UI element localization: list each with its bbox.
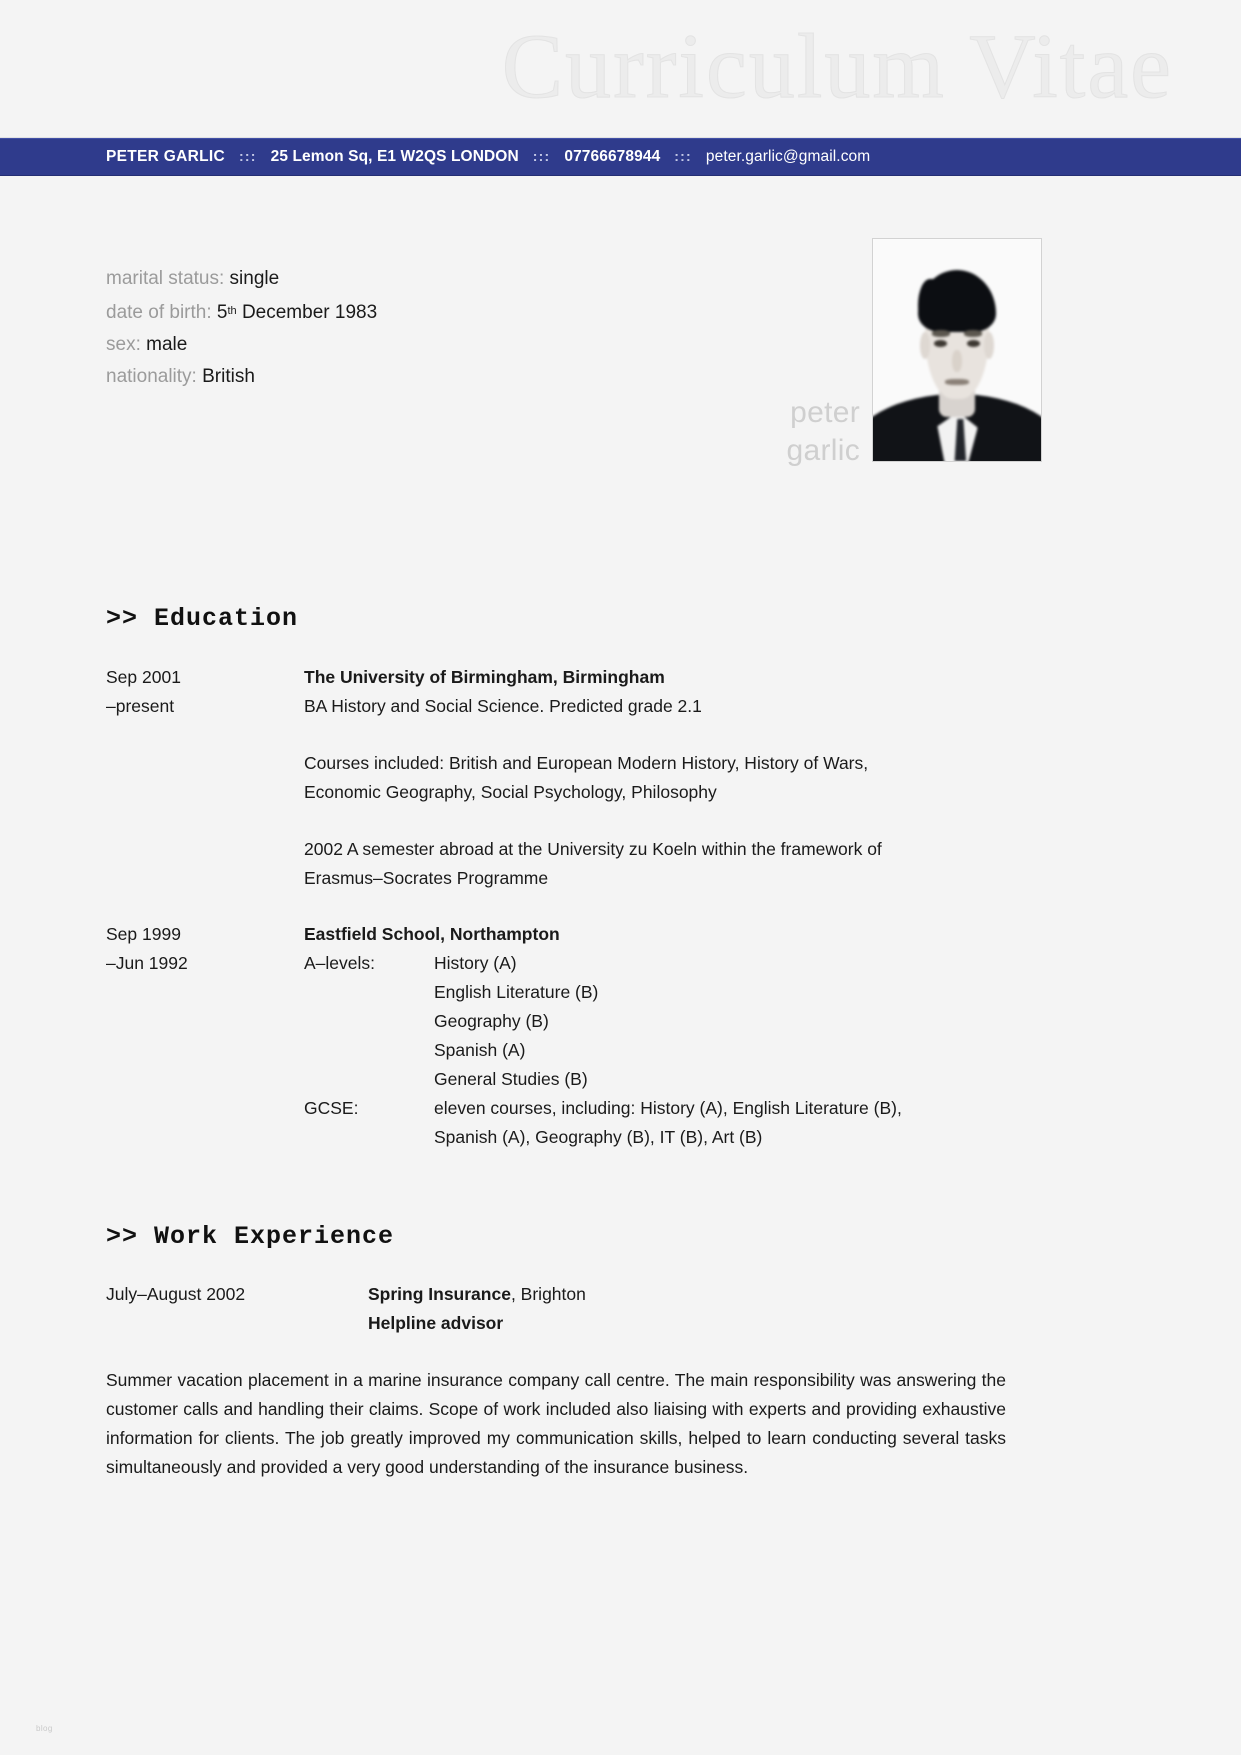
nationality-value: British xyxy=(202,366,255,387)
portrait-photo xyxy=(872,238,1042,462)
portrait-eye-right xyxy=(967,340,980,347)
footer-mark: blog xyxy=(36,1724,53,1733)
education-courses-paragraph xyxy=(304,749,1104,807)
masthead xyxy=(0,0,1241,138)
gcse-line: Spanish (A), Geography (B), IT (B), Art (B) xyxy=(434,1127,763,1147)
a-levels-values xyxy=(434,949,598,1094)
watermark-first-name: peter xyxy=(790,396,860,429)
personal-row-nationality xyxy=(106,361,377,393)
nationality-label: nationality: xyxy=(106,366,197,387)
grade-row-a-levels xyxy=(304,949,1104,1094)
dob-day: 5 xyxy=(216,302,228,323)
contact-bar xyxy=(0,138,1241,176)
education-courses-line-1: Courses included: British and European Modern History, History of Wars, xyxy=(304,753,869,773)
school-institution: Eastfield School, Northampton xyxy=(304,924,560,944)
personal-row-date-of-birth xyxy=(106,295,377,329)
education-date-start: Sep 2001 xyxy=(106,667,181,687)
marital-status-label: marital status: xyxy=(106,268,225,289)
work-location: , Brighton xyxy=(510,1284,586,1304)
education-date-end: –present xyxy=(106,696,175,716)
work-description: Summer vacation placement in a marine insurance company call centre. The main responsibility was answering the customer calls and handling their claims. Scope of work included also liaising with experts and providing exhaustive information for clients. The job greatly improved my communication skills, helped to learn conducting several tasks simultaneously and provided a very good understanding of the insurance business. xyxy=(106,1370,1006,1477)
date-of-birth-value xyxy=(217,302,377,323)
dob-ordinal: th xyxy=(227,305,237,317)
work-date-range: July–August 2002 xyxy=(106,1284,246,1304)
work-employer: Spring Insurance xyxy=(368,1284,511,1304)
document-title: Curriculum Vitae xyxy=(501,15,1173,117)
sex-value: male xyxy=(146,334,188,355)
date-of-birth-label: date of birth: xyxy=(106,302,212,323)
school-date-start: Sep 1999 xyxy=(106,924,181,944)
a-level-subject: English Literature (B) xyxy=(434,982,599,1002)
personal-row-marital-status xyxy=(106,263,377,295)
contact-name: PETER GARLIC xyxy=(106,148,225,165)
contact-phone[interactable]: 07766678944 xyxy=(564,148,661,165)
gcse-line: eleven courses, including: History (A), English Literature (B), xyxy=(434,1098,902,1118)
education-entry-body xyxy=(304,663,1104,893)
watermark-last-name: garlic xyxy=(786,434,860,467)
portrait-eyebrow-left xyxy=(932,330,950,337)
work-entry-body xyxy=(368,1280,1168,1338)
gcse-values xyxy=(434,1094,902,1152)
portrait-mouth xyxy=(945,379,969,385)
portrait-eyebrow-right xyxy=(964,330,982,337)
contact-separator-1: ::: xyxy=(239,148,257,164)
school-grades xyxy=(304,949,1104,1152)
sex-label: sex: xyxy=(106,334,141,355)
contact-separator-3: ::: xyxy=(674,148,692,164)
work-entry-dates xyxy=(106,1280,296,1309)
contact-separator-2: ::: xyxy=(532,148,551,164)
education-institution: The University of Birmingham, Birmingham xyxy=(304,667,665,687)
section-heading-work-experience: >> Work Experience xyxy=(106,1222,395,1251)
a-levels-label: A–levels: xyxy=(304,953,376,973)
education-erasmus-line-1: 2002 A semester abroad at the University zu Koeln within the framework of xyxy=(304,839,882,859)
school-entry-body xyxy=(304,920,1104,1152)
school-entry-dates xyxy=(106,920,296,978)
education-degree: BA History and Social Science. Predicted grade 2.1 xyxy=(304,696,702,716)
a-level-subject: Spanish (A) xyxy=(434,1040,526,1060)
a-level-subject: General Studies (B) xyxy=(434,1069,588,1089)
portrait-ear-right xyxy=(984,332,994,359)
portrait-eye-left xyxy=(934,340,947,347)
school-date-end: –Jun 1992 xyxy=(106,953,188,973)
contact-address: 25 Lemon Sq, E1 W2QS LONDON xyxy=(270,148,519,165)
contact-email[interactable]: peter.garlic@gmail.com xyxy=(705,148,871,165)
education-erasmus-line-2: Erasmus–Socrates Programme xyxy=(304,868,549,888)
education-erasmus-paragraph xyxy=(304,835,1104,893)
watermark-name xyxy=(660,394,860,470)
education-courses-line-2: Economic Geography, Social Psychology, Philosophy xyxy=(304,782,717,802)
portrait-ear-left xyxy=(920,332,930,359)
a-level-subject: History (A) xyxy=(434,953,517,973)
personal-details xyxy=(106,263,377,393)
marital-status-value: single xyxy=(229,268,280,289)
grade-row-gcse xyxy=(304,1094,1104,1152)
contact-inner xyxy=(0,148,870,166)
education-entry-dates xyxy=(106,663,296,721)
work-role: Helpline advisor xyxy=(368,1313,504,1333)
dob-month-year: December 1983 xyxy=(241,302,378,323)
portrait-hair-side xyxy=(918,279,938,323)
a-level-subject: Geography (B) xyxy=(434,1011,549,1031)
work-employer-line xyxy=(368,1280,1168,1309)
portrait-nose xyxy=(952,350,962,372)
section-heading-education: >> Education xyxy=(106,604,299,633)
portrait-image xyxy=(873,239,1041,461)
gcse-label: GCSE: xyxy=(304,1098,359,1118)
personal-row-sex xyxy=(106,329,377,361)
